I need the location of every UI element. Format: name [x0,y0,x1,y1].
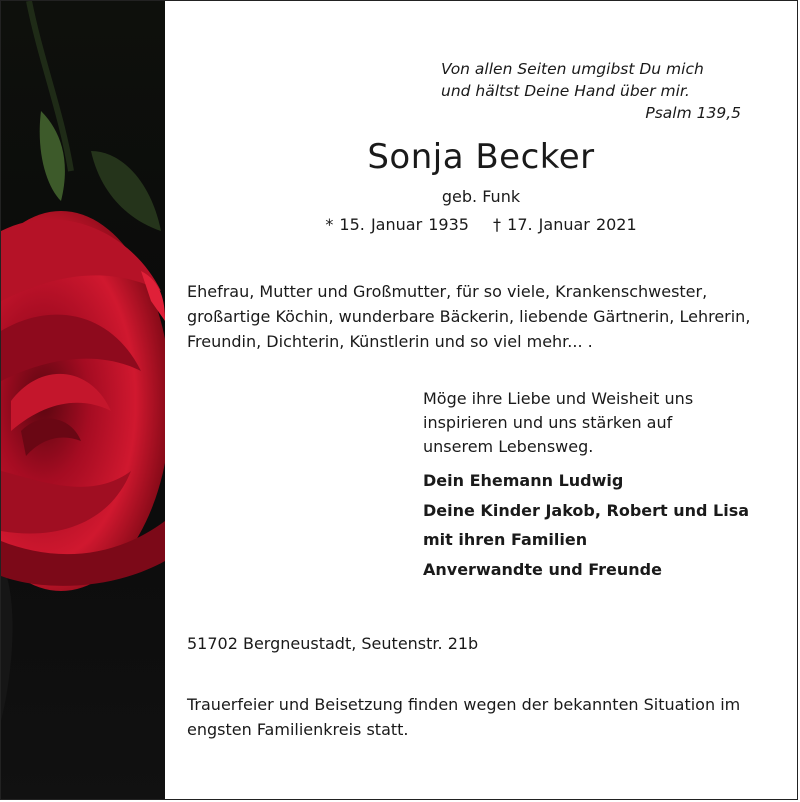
description-text: Ehefrau, Mutter und Großmutter, für so viele, Krankenschwester, großartige Köchin, wunderbare Bäckerin, liebende Gärtnerin, Lehrerin, Freundin, Dichterin, Künstlerin und so viel mehr... . [187,282,751,351]
quote-line: Von allen Seiten umgibst Du mich [441,60,704,78]
death-date: † 17. Januar 2021 [493,215,637,234]
mourner-line: Deine Kinder Jakob, Robert und Lisa [423,500,750,520]
mourners-list [423,466,763,584]
funeral-notice: Trauerfeier und Beisetzung finden wegen der bekannten Situation im engsten Familienkreis statt. [187,695,741,739]
quote-reference: Psalm 139,5 [645,104,741,122]
deceased-name: Sonja Becker [367,137,595,177]
rose-photo [1,1,165,800]
obituary-text [165,1,797,799]
birth-date: * 15. Januar 1935 [325,215,469,234]
address: 51702 Bergneustadt, Seutenstr. 21b [187,634,479,653]
mourner-line: mit ihren Familien [423,530,588,549]
quote-line: und hältst Deine Hand über mir. [441,82,690,100]
bible-quote [441,58,741,124]
rose-image [1,1,165,800]
wish-text: Möge ihre Liebe und Weisheit uns inspirieren und uns stärken auf unserem Lebensweg. [423,389,694,456]
life-dates [165,215,797,234]
mourner-line: Dein Ehemann Ludwig [423,471,624,490]
birth-name: geb. Funk [441,187,521,206]
mourner-line: Anverwandte und Freunde [423,559,662,579]
